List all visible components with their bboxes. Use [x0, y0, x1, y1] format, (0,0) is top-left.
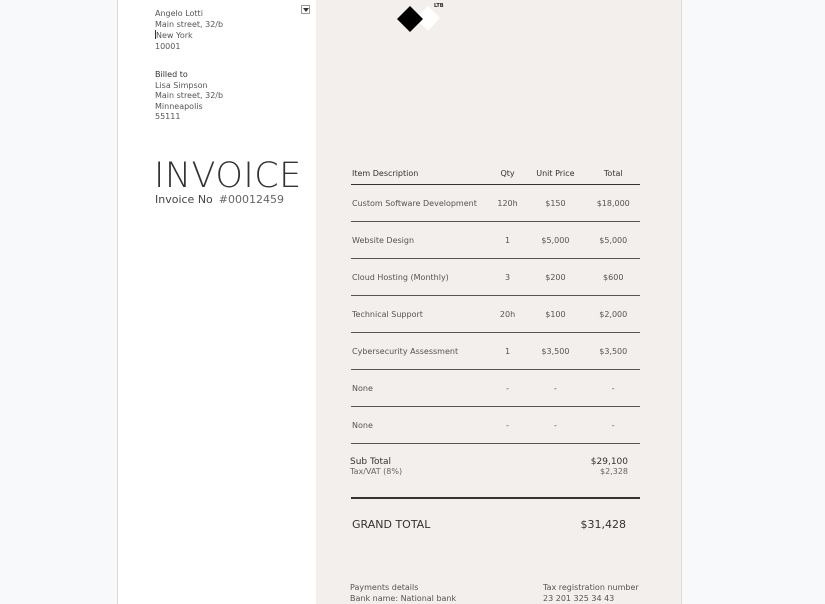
bank-name: Bank name: National bank: [350, 593, 457, 603]
billed-street: Main street, 32/b: [155, 91, 224, 100]
cell-qty: 120h: [491, 185, 525, 222]
invoice-number-label: Invoice No: [155, 193, 213, 206]
grand-total-value: $31,428: [580, 518, 626, 531]
cell-qty: 1: [491, 222, 525, 259]
cell-description: None: [351, 370, 491, 407]
billed-name: Lisa Simpson: [155, 80, 208, 90]
header-qty: Qty: [491, 162, 525, 185]
cell-description: Custom Software Development: [351, 185, 491, 222]
subtotal-block: [350, 457, 628, 476]
subtotal-label: Sub Total: [350, 457, 392, 467]
cell-unit-price: -: [524, 370, 586, 407]
header-description: Item Description: [351, 162, 491, 185]
sender-city-line[interactable]: [155, 30, 223, 42]
billed-to-label: Billed to: [155, 70, 188, 79]
sender-name: Angelo Lotti: [155, 9, 203, 18]
invoice-title: INVOICE: [154, 156, 302, 196]
invoice-number-value: #00012459: [218, 193, 285, 206]
cell-unit-price: $100: [524, 296, 586, 333]
table-row: [351, 185, 640, 222]
cell-unit-price: $150: [524, 185, 586, 222]
grand-total-block: [352, 518, 626, 531]
cell-unit-price: -: [524, 407, 586, 444]
chevron-down-icon: [303, 8, 309, 12]
sender-street: Main street, 32/b: [155, 19, 224, 29]
header-total: Total: [586, 162, 640, 185]
sender-dropdown-button[interactable]: [301, 5, 310, 14]
cell-total: $2,000: [586, 296, 640, 333]
cell-unit-price: $200: [524, 259, 586, 296]
table-row: [351, 222, 640, 259]
cell-description: Website Design: [351, 222, 491, 259]
cell-qty: -: [491, 407, 525, 444]
totals-divider: [351, 497, 640, 499]
cell-total: $18,000: [586, 185, 640, 222]
tax-registration-value: 23 201 325 34 43: [543, 593, 615, 603]
cell-qty: 20h: [491, 296, 525, 333]
table-row: [351, 407, 640, 444]
cell-total: $5,000: [586, 222, 640, 259]
sender-address: [155, 9, 223, 52]
cell-qty: -: [491, 370, 525, 407]
cell-total: -: [586, 370, 640, 407]
cell-description: Technical Support: [351, 296, 491, 333]
cell-qty: 3: [491, 259, 525, 296]
cell-total: -: [586, 407, 640, 444]
table-row: [351, 333, 640, 370]
cell-unit-price: $3,500: [524, 333, 586, 370]
grand-total-label: GRAND TOTAL: [352, 518, 431, 531]
subtotal-value: $29,100: [590, 457, 628, 467]
table-row: [351, 370, 640, 407]
tax-registration-label: Tax registration number: [543, 583, 639, 592]
table-row: [351, 296, 640, 333]
cell-total: $600: [586, 259, 640, 296]
table-row: [351, 259, 640, 296]
invoice-page: [117, 0, 682, 604]
tax-registration: [543, 583, 639, 604]
cell-description: Cloud Hosting (Monthly): [351, 259, 491, 296]
header-unit-price: Unit Price: [524, 162, 586, 185]
invoice-number: [155, 193, 284, 206]
logo-text: LTB: [434, 3, 444, 9]
cell-qty: 1: [491, 333, 525, 370]
billed-to: [155, 70, 223, 123]
sender-zip: 10001: [155, 41, 181, 51]
cell-description: None: [351, 407, 491, 444]
sender-city[interactable]: New York: [156, 31, 193, 40]
cell-unit-price: $5,000: [524, 222, 586, 259]
cell-total: $3,500: [586, 333, 640, 370]
billed-city: Minneapolis: [155, 101, 203, 111]
items-table: [351, 162, 640, 444]
payment-label: Payments details: [350, 583, 419, 592]
tax-label: Tax/VAT (8%): [350, 467, 403, 476]
tax-value: $2,328: [600, 467, 628, 476]
payment-details: [350, 583, 456, 604]
billed-zip: 55111: [155, 112, 181, 121]
table-header-row: [351, 162, 640, 185]
cell-description: Cybersecurity Assessment: [351, 333, 491, 370]
